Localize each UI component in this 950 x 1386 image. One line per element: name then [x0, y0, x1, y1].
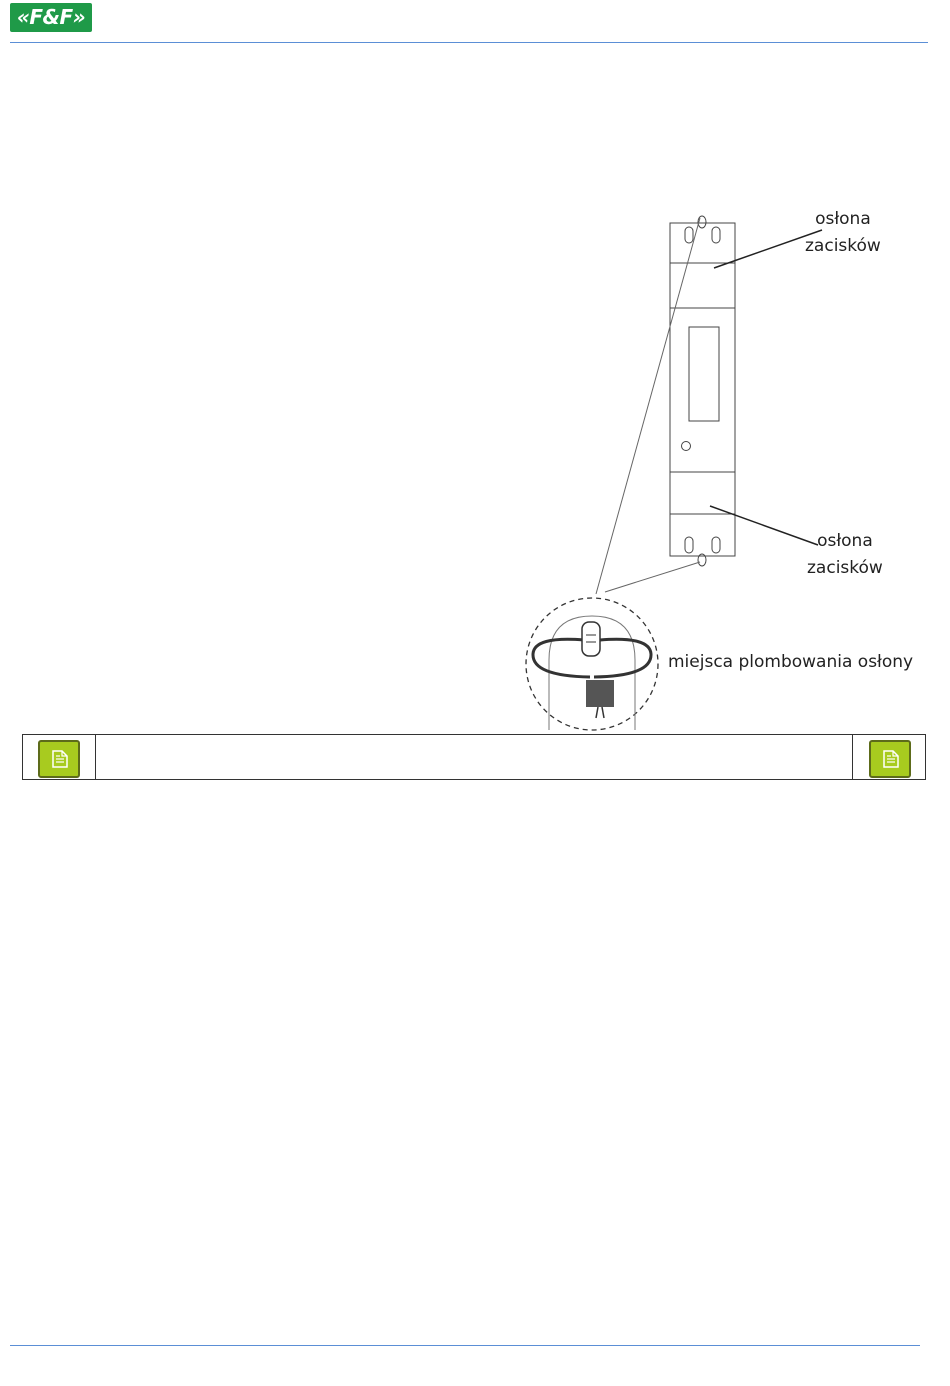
sealing-points-label: miejsca plombowania osłony	[668, 652, 914, 672]
note-text	[113, 735, 835, 779]
meter-device	[670, 216, 735, 566]
footer-rule	[10, 1345, 920, 1346]
note-divider-right	[852, 735, 853, 779]
label-top-line2: zacisków	[805, 236, 881, 256]
label-bottom-line2: zacisków	[807, 558, 883, 578]
label-bottom-line1: osłona	[817, 531, 873, 551]
note-box	[22, 734, 926, 780]
note-icon	[38, 740, 80, 778]
brand-logo: «F&F»	[10, 3, 92, 32]
note-icon	[869, 740, 911, 778]
note-divider-left	[95, 735, 96, 779]
terminal-cover-label-top	[805, 206, 881, 260]
terminal-cover-label-bottom	[807, 528, 883, 582]
label-top-line1: osłona	[815, 209, 871, 229]
